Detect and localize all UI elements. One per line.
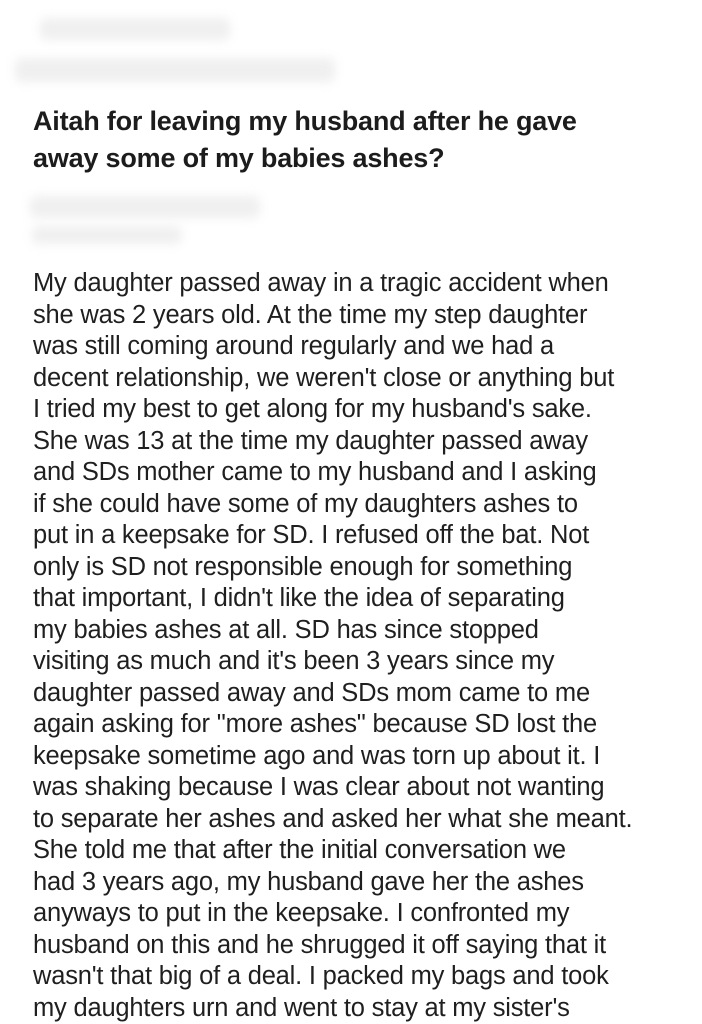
post-body-line: anyways to put in the keepsake. I confronted my (33, 899, 570, 927)
post-body (33, 268, 698, 1024)
post-title-line: Aitah for leaving my husband after he gave (33, 106, 577, 136)
post-body-line: put in a keepsake for SD. I refused off the bat. Not (33, 521, 590, 549)
post-body-line: She told me that after the initial conversation we (33, 836, 566, 864)
post-body-line: She was 13 at the time my daughter passed away (33, 426, 588, 455)
blurred-header-username (40, 18, 230, 40)
post-body-line: visiting as much and it's been 3 years since my (33, 647, 555, 675)
post-body-line: if she could have some of my daughters ashes to (33, 489, 578, 518)
post-body-line: that important, I didn't like the idea of separating (33, 584, 565, 612)
post-body-line: daughter passed away and SDs mom came to me (33, 678, 590, 707)
post-body-line: was shaking because I was clear about not wanting (33, 773, 605, 801)
post-body-line: decent relationship, we weren't close or anything but (33, 363, 615, 392)
post-body-line: my babies ashes at all. SD has since stopped (33, 615, 539, 644)
post-body-line: my daughters urn and went to stay at my sister's (33, 993, 570, 1022)
post-body-line: keepsake sometime ago and was torn up about it. I (33, 741, 601, 770)
post-title-line: away some of my babies ashes? (33, 143, 445, 173)
post-body-line: she was 2 years old. At the time my step daughter (33, 300, 588, 329)
blurred-flair-secondary (32, 226, 182, 244)
post-body-line: was still coming around regularly and we had a (33, 332, 554, 360)
post-body-line: only is SD not responsible enough for something (33, 552, 573, 581)
post-body-line: wasn't that big of a deal. I packed my bags and took (33, 962, 609, 990)
post-body-line: husband on this and he shrugged it off saying that it (33, 930, 607, 959)
post-body-line: I tried my best to get along for my husband's sake. (33, 395, 592, 423)
post-body-line: and SDs mother came to my husband and I asking (33, 458, 597, 486)
blurred-flair (30, 196, 260, 218)
post-body-line: again asking for "more ashes" because SD lost the (33, 710, 597, 738)
post-body-line: to separate her ashes and asked her what she meant. (33, 804, 633, 833)
post-body-line: My daughter passed away in a tragic accident when (33, 269, 609, 297)
blurred-header-meta (15, 58, 335, 82)
post-body-line: had 3 years ago, my husband gave her the ashes (33, 867, 584, 896)
post-title (33, 103, 673, 177)
